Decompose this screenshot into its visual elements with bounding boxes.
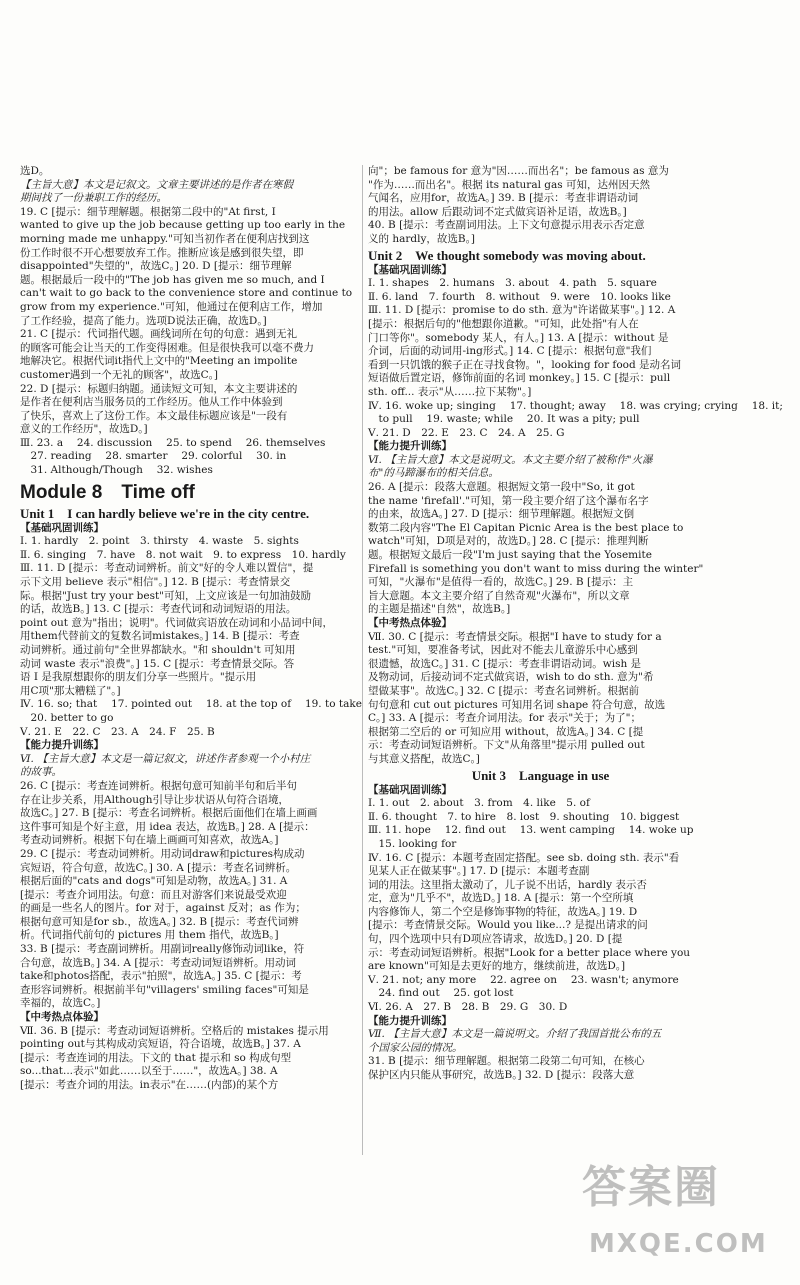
text-line: Ⅰ. 1. shapes 2. humans 3. about 4. path 5. square: [368, 277, 657, 290]
text-line: 及物动词，后接动词不定式做宾语，wish to do sth. 意为"希: [368, 671, 654, 684]
text-line: 的主题是描述"自然"，故选B。]: [368, 603, 511, 616]
text-line: morning made me unhappy."可知当初作者在便利店找到这: [20, 232, 310, 245]
text-line: 合句意，故选B。] 34. A [提示：考查动词短语辨析。用动词: [20, 956, 296, 969]
text-line: 动词 waste 表示"浪费"。] 15. C [提示：考查情景交际。答: [20, 657, 295, 670]
text-line: 根据句意可知是for sb.，故选A。] 32. B [提示：考查代词辨: [20, 915, 299, 928]
text-line: 门口等你"。somebody 某人，有人。] 13. A [提示：without 是: [368, 331, 669, 344]
text-line: 【主旨大意】本文是记叙文。文章主要讲述的是作者在寒假: [20, 178, 293, 191]
text-line: 用them代替前文的复数名词mistakes。] 14. B [提示：考查: [20, 630, 300, 643]
section-heading: 【基础巩固训练】: [20, 521, 104, 534]
text-line: 看到一只饥饿的猴子正在寻找食物。"，looking for food 是动名词: [368, 358, 682, 371]
section-heading: 【能力提升训练】: [368, 1014, 452, 1027]
section-heading: 【基础巩固训练】: [368, 783, 452, 796]
text-line: 26. C [提示：考查连词辨析。根据句意可知前半句和后半句: [20, 779, 298, 792]
text-line: 定，意为"几乎不"，故选D。] 18. A [提示：第一个空所填: [368, 892, 634, 905]
text-line: 向"；be famous for 意为"因……而出名"；be famous as 意为: [368, 165, 669, 177]
text-line: 故选C。] 27. B [提示：考查名词辨析。根据后面他们在墙上画画: [20, 807, 318, 820]
text-line: 29. C [提示：考查动词辨析。用动词draw和pictures构成动: [20, 847, 305, 860]
text-line: "作为……而出名"。根据 its natural gas 可知，达州因天然: [368, 178, 650, 191]
text-line: 见某人正在做某事"。] 17. D [提示：本题考查副: [368, 865, 590, 878]
text-line: [提示：考查情景交际。Would you like...? 是提出请求的问: [368, 919, 648, 932]
text-line: 的顾客可能会让当天的工作变得困难。但是很快我可以毫不费力: [20, 341, 314, 354]
text-line: 31. B [提示：细节理解题。根据第二段第二句可知，在核心: [368, 1055, 645, 1068]
text-line: Ⅳ. 16. woke up; singing 17. thought; away 18. was crying; crying 18. it;: [368, 399, 783, 412]
text-line: Ⅱ. 6. singing 7. have 8. not wait 9. to express 10. hardly: [20, 548, 346, 561]
text-line: 这件事可知是个好主意，用 idea 表达，故选B。] 28. A [提示：: [20, 820, 315, 833]
section-heading: 【能力提升训练】: [368, 440, 452, 453]
text-line: Ⅱ. 6. land 7. fourth 8. without 9. were 10. looks like: [368, 290, 671, 303]
text-line: 期间找了一份兼职工作的经历。: [20, 192, 167, 205]
module-title: Module 8 Time off: [20, 481, 195, 503]
unit-title: Unit 2 We thought somebody was moving about.: [368, 247, 646, 263]
text-line: 用C项"那太糟糕了"。]: [20, 684, 121, 697]
text-line: 幸福的，故选C。]: [20, 997, 101, 1010]
text-line: Ⅴ. 21. not; any more 22. agree on 23. wasn't; anymore: [368, 973, 679, 986]
text-line: Ⅶ. 36. B [提示：考查动词短语辨析。空格后的 mistakes 提示用: [20, 1024, 329, 1037]
text-line: take和photos搭配，表示"拍照"，故选A。] 35. C [提示：考: [20, 970, 302, 983]
text-line: 21. C [提示：代词指代题。画线词所在句的句意：遇到无礼: [20, 328, 298, 341]
text-line: [提示：考查连词的用法。下文的 that 提示和 so 构成句型: [20, 1051, 292, 1064]
text-line: 旨大意题。本文主要介绍了自然奇观"火瀑布"，所以文章: [368, 589, 630, 602]
text-line: 内容修饰人，第二个空是修饰事物的特征，故选A。] 19. D: [368, 905, 638, 918]
watermark-text: 答案圈: [582, 1162, 720, 1213]
text-line: Ⅳ. 16. so; that 17. pointed out 18. at the top of 19. to take: [20, 698, 362, 711]
text-line: 意义的工作经历"，故选D。]: [20, 423, 148, 436]
text-line: wanted to give up the job because getting up too early in the: [20, 219, 346, 232]
text-line: 词的用法。这里指太激动了，儿子说不出话，hardly 表示否: [368, 878, 647, 891]
text-line: Ⅴ. 21. D 22. E 23. C 24. A 25. G: [368, 426, 565, 439]
text-line: Ⅲ. 11. hope 12. find out 13. went camping 14. woke up: [368, 824, 694, 837]
text-line: 查形容词辨析。根据前半句"villagers' smiling faces"可知是: [20, 983, 309, 996]
text-line: 40. B [提示：考查副词用法。上下文句意提示用表示否定意: [368, 219, 645, 232]
text-line: 的话，故选B。] 13. C [提示：考查代词和动词短语的用法。: [20, 603, 297, 616]
text-line: 了快乐，喜欢上了这份工作。本文最佳标题应该是"一段有: [20, 409, 288, 422]
text-line: 析。代词指代前句的 pictures 用 them 指代，故选B。]: [20, 929, 279, 942]
section-heading: 【基础巩固训练】: [368, 263, 452, 276]
text-line: 个国家公园的情况。: [368, 1041, 463, 1054]
text-line: 24. find out 25. got lost: [368, 987, 514, 1000]
text-line: 介词，后面的动词用-ing形式。] 14. C [提示：根据句意"我们: [368, 345, 652, 358]
text-line: 布"的马蹄瀑布的相关信息。: [368, 467, 499, 480]
text-line: 际。根据"Just try your best"可知，上文应该是一句加油鼓励: [20, 589, 311, 602]
text-line: 19. C [提示：细节理解题。根据第二段中的"At first, I: [20, 205, 276, 218]
text-line: 地解决它。根据代词it指代上文中的"Meeting an impolite: [20, 355, 298, 368]
text-line: Ⅲ. 11. D [提示：考查动词辨析。前文"好的令人难以置信"，提: [20, 562, 314, 575]
text-line: watch"可知，D项是对的，故选D。] 28. C [提示：推理判断: [368, 535, 649, 548]
text-line: 27. reading 28. smarter 29. colorful 30. in: [20, 450, 287, 463]
text-line: 了工作经验，提高了能力。选项D说法正确，故选D。]: [20, 314, 267, 327]
text-line: Ⅱ. 6. thought 7. to hire 8. lost 9. shouting 10. biggest: [368, 810, 680, 823]
text-line: 望做某事"。故选C。] 32. C [提示：考查名词辨析。根据前: [368, 684, 640, 697]
text-line: 存在让步关系，用Although引导让步状语从句符合语境，: [20, 793, 289, 806]
text-line: 根据第二空后的 or 可知应用 without，故选A。] 34. C [提: [368, 725, 644, 738]
text-line: Ⅶ. 【主旨大意】本文是一篇说明文。介绍了我国首批公布的五: [368, 1028, 662, 1041]
text-line: 份工作时很不开心想要放弃工作。推断应该是感到很失望，即: [20, 246, 304, 259]
text-line: 20. better to go: [20, 711, 114, 724]
text-line: 示：考查动词短语辨析。下文"从角落里"提示用 pulled out: [368, 739, 645, 752]
unit-title: Unit 1 I can hardly believe we're in the city centre.: [20, 505, 310, 521]
text-line: 题。根据最后一段中的"The job has given me so much, and I: [20, 273, 325, 286]
text-line: 气闻名，应用for，故选A。] 39. B [提示：考查非谓语动词: [368, 192, 639, 205]
text-line: grow from my experience."可知，他通过在便利店工作，增加: [20, 300, 323, 313]
text-line: 选D。: [20, 165, 50, 177]
column-divider: [362, 165, 363, 1155]
text-line: 题。根据短文最后一段"I'm just saying that the Yosemite: [368, 549, 652, 562]
text-line: disappointed"失望的"，故选C。] 20. D [提示：细节理解: [20, 260, 292, 273]
text-line: the name 'firefall'."可知，第一段主要介绍了这个瀑布名字: [368, 494, 649, 507]
text-line: 短语做后置定语，修饰前面的名词 monkey。] 15. C [提示：pull: [368, 372, 671, 385]
text-line: can't wait to go back to the convenience store and continue to: [20, 287, 353, 300]
text-line: Ⅴ. 21. E 22. C 23. A 24. F 25. B: [20, 725, 215, 738]
text-line: 是作者在便利店当服务员的工作经历。他从工作中体验到: [20, 396, 283, 409]
text-line: 的画是一些名人的图片。for 对于，against 反对；as 作为；: [20, 902, 306, 915]
text-line: 31. Although/Though 32. wishes: [20, 464, 213, 477]
text-line: 示：考查动词短语辨析。根据"Look for a better place where you: [368, 946, 691, 959]
watermark-url: MXQE.COM: [589, 1229, 768, 1259]
text-line: 宾短语，符合句意，故选C。] 30. A [提示：考查名词辨析。: [20, 861, 297, 874]
text-line: 的由来，故选A。] 27. D [提示：细节理解题。根据短文倒: [368, 508, 635, 521]
text-line: Ⅵ. 【主旨大意】本文是一篇记叙文，讲述作者参观一个小村庄: [20, 752, 311, 765]
unit-title: Unit 3 Language in use: [471, 767, 610, 783]
text-line: Ⅰ. 1. out 2. about 3. from 4. like 5. of: [368, 797, 590, 810]
text-line: [提示：考查介词的用法。in表示"在……(内部)的某个方: [20, 1079, 279, 1091]
text-line: test."可知，要准备考试，因此对不能去儿童游乐中心感到: [368, 644, 638, 657]
text-line: 句，四个选项中只有D项应答请求，故选D。] 20. D [提: [368, 933, 623, 946]
text-line: C。] 33. A [提示：考查介词用法。for 表示"关于；为了"；: [368, 712, 641, 725]
text-line: to pull 19. waste; while 20. It was a pity; pull: [368, 413, 640, 426]
watermark-logo: [577, 1162, 782, 1273]
text-line: Firefall is something you don't want to miss during the winter": [368, 562, 704, 575]
text-line: 示下文用 believe 表示"相信"。] 12. B [提示：考查情景交: [20, 576, 291, 589]
text-line: 句句意和 cut out pictures 可知用名词 shape 符合句意，故选: [368, 698, 666, 711]
text-line: so...that...表示"如此……以至于……"，故选A。] 38. A: [20, 1065, 278, 1078]
text-line: 根据后面的"cats and dogs"可知是动物，故选A。] 31. A: [20, 875, 288, 888]
text-line: [提示：考查介词用法。句意：而且对游客们来说最受欢迎: [20, 888, 287, 901]
text-line: Ⅵ. 【主旨大意】本文是说明文。本文主要介绍了被称作"火瀑: [368, 453, 653, 466]
text-line: 保护区内只能从事研究，故选B。] 32. D [提示：段落大意: [368, 1069, 635, 1081]
text-line: 的用法。allow 后跟动词不定式做宾语补足语，故选B。]: [368, 205, 627, 218]
text-line: 33. B [提示：考查副词辨析。用副词really修饰动词like，符: [20, 943, 305, 956]
left-column: [20, 165, 365, 1160]
text-line: 的故事。: [20, 766, 62, 779]
text-line: 数第二段内容"The El Capitan Picnic Area is the best place to: [368, 521, 684, 534]
text-line: sth. off... 表示"从……拉下某物"。]: [368, 385, 532, 398]
section-heading: 【中考热点体验】: [20, 1011, 104, 1024]
text-line: 语 I 是我原想跟你的朋友们分享一些照片。"提示用: [20, 671, 257, 684]
text-line: 很遗憾，故选C。] 31. C [提示：考查非谓语动词。wish 是: [368, 657, 642, 670]
text-line: 可知，"火瀑布"是值得一看的，故选C。] 29. B [提示：主: [368, 576, 634, 589]
text-line: 义的 hardly，故选B。]: [368, 232, 475, 245]
text-line: Ⅶ. 30. C [提示：考查情景交际。根据"I have to study for a: [368, 630, 662, 643]
text-line: pointing out与其构成动宾短语，符合语境，故选B。] 37. A: [20, 1038, 301, 1051]
text-line: Ⅲ. 23. a 24. discussion 25. to spend 26. themselves: [20, 436, 326, 449]
text-line: Ⅳ. 16. C [提示：本题考查固定搭配。see sb. doing sth. 表示"看: [368, 851, 680, 864]
text-line: 22. D [提示：标题归纳题。通读短文可知，本文主要讲述的: [20, 382, 298, 395]
text-line: Ⅰ. 1. hardly 2. point 3. thirsty 4. waste 5. sights: [20, 535, 299, 548]
text-line: 考查动词辨析。根据下句在墙上画画可知喜欢，故选A。]: [20, 834, 279, 847]
text-line: 动词辨析。通过前句"全世界都缺水。"和 shouldn't 可知用: [20, 644, 296, 656]
text-line: are known"可知是去更好的地方，继续前进，故选D。]: [368, 960, 626, 973]
text-line: 与其意义搭配，故选C。]: [368, 752, 480, 765]
text-line: customer遇到一个无礼的顾客"，故选C。]: [20, 368, 218, 381]
text-line: point out 意为"指出；说明"。代词做宾语放在动词和小品词中间，: [20, 616, 334, 629]
text-line: 26. A [提示：段落大意题。根据短文第一段中"So, it got: [368, 481, 635, 494]
text-line: [提示：根据后句的"他想跟你道歉。"可知，此处指"有人在: [368, 317, 639, 330]
section-heading: 【中考热点体验】: [368, 617, 452, 629]
section-heading: 【能力提升训练】: [20, 739, 104, 752]
text-line: 15. looking for: [368, 837, 457, 850]
text-line: Ⅲ. 11. D [提示：promise to do sth. 意为"许诺做某事"。] 12. A: [368, 304, 676, 317]
text-line: Ⅵ. 26. A 27. B 28. B 29. G 30. D: [368, 1001, 568, 1014]
